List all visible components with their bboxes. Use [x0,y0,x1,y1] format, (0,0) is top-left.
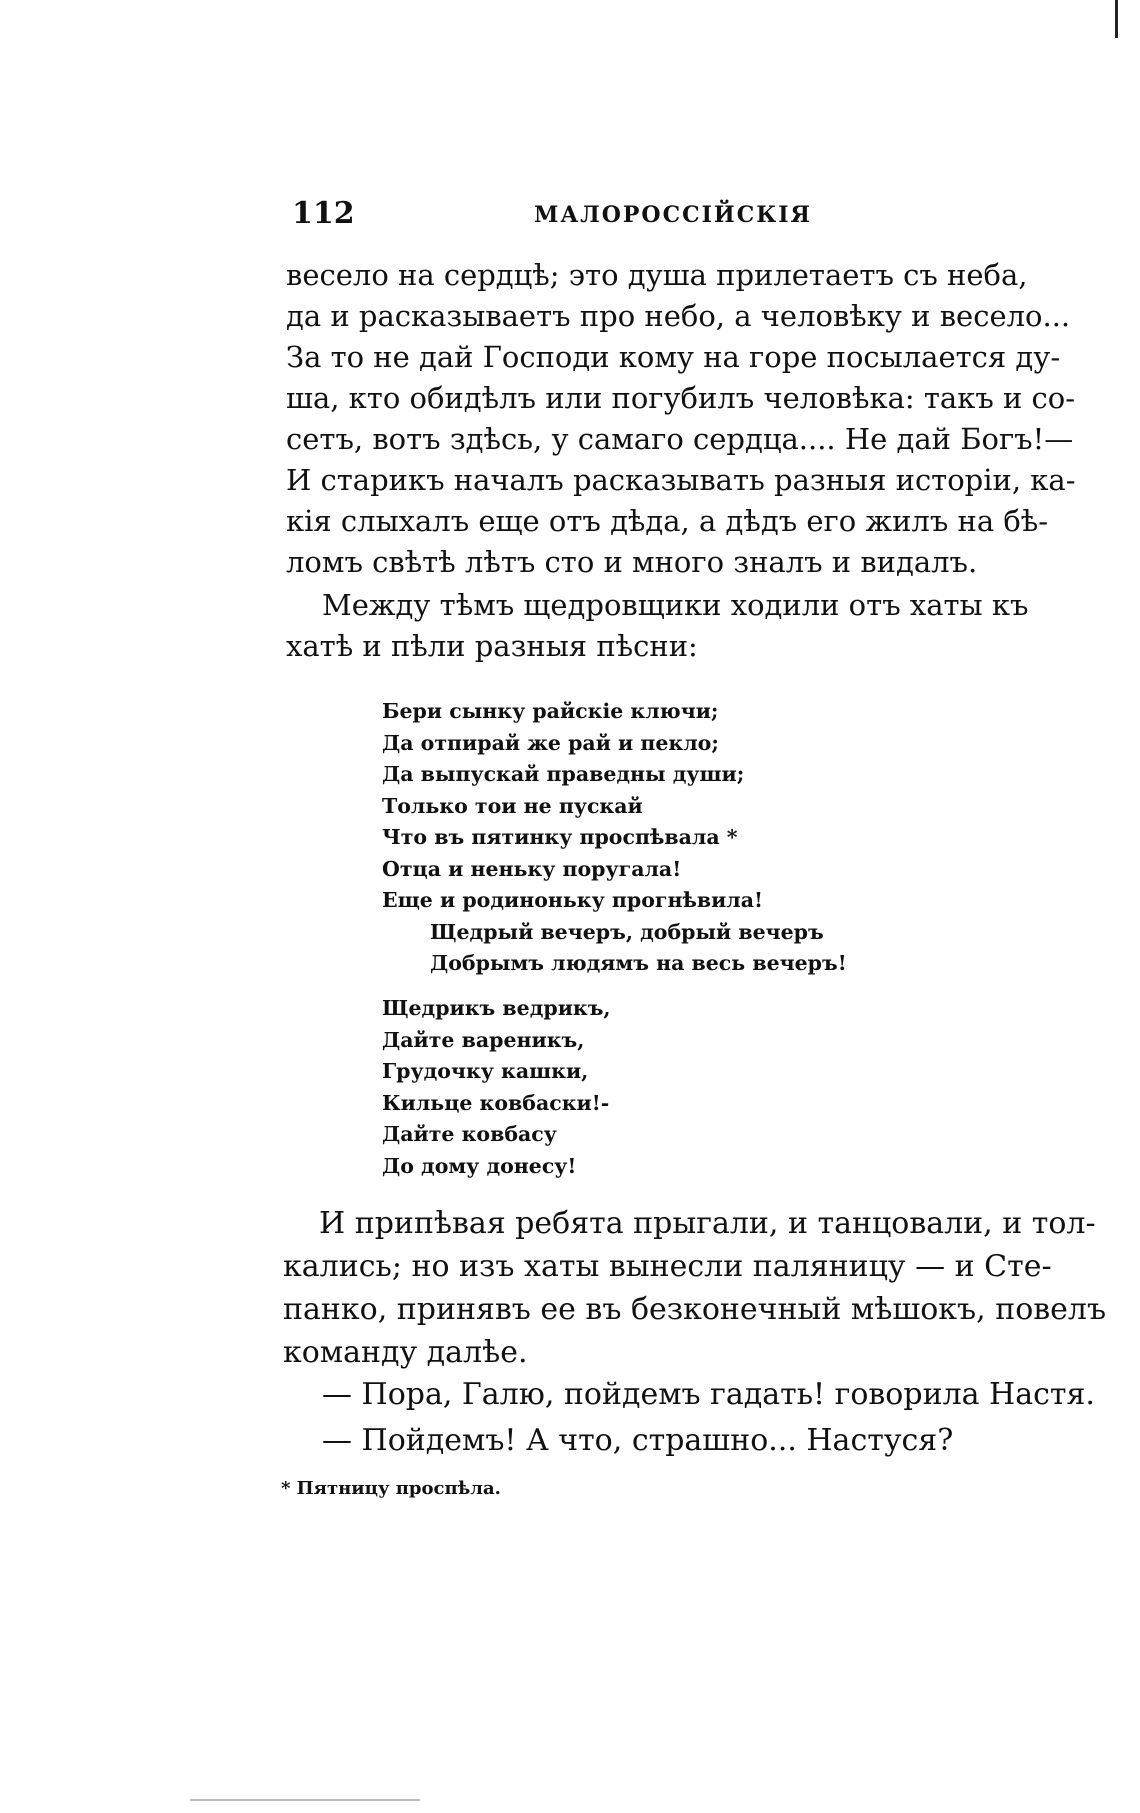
verse-line: Только тои не пускай [382,793,643,818]
text-line: кались; но изъ хаты вынесли паляницу — и Сте- [283,1249,1052,1284]
paragraph-3 [283,1202,1107,1374]
dialogue-line-2 [286,1420,1026,1461]
verse-line: Что въ пятинку проспѣвала * [382,825,738,849]
verse-line: Еще и родиноньку прогнѣвила! [382,888,764,912]
verse-line: До дому донесу! [382,1153,577,1178]
scan-edge-mark [1115,0,1118,38]
page-number: 112 [292,196,355,231]
verse-line: Кильце ковбаски!- [382,1090,610,1115]
running-head: МАЛОРОССIЙСКIЯ [534,202,812,228]
paragraph-1 [286,255,1076,583]
text-line: сетъ, вотъ здѣсь, у самаго сердца.... Не дай Богъ!— [286,422,1074,456]
text-line: Между тѣмъ щедровщики ходили отъ хаты къ [322,588,1029,622]
text-line: ша, кто обидѣлъ или погубилъ человѣка: такъ и со- [286,381,1076,415]
text-line: — Пойдемъ! А что, страшно... Настуся? [322,1423,954,1458]
dialogue-line-1 [286,1374,1095,1415]
song-verse-2 [382,993,611,1182]
page-header [292,196,1012,236]
text-line: кiя слыхалъ еще отъ дѣда, а дѣдъ его жилъ на бѣ- [286,504,1049,538]
footnote: * Пятницу проспѣла. [281,1478,501,1499]
song-verse-1 [382,696,847,980]
text-line: хатѣ и пѣли разныя пѣсни: [286,629,698,663]
verse-line: Щедрикъ ведрикъ, [382,996,611,1020]
verse-line: Дайте ковбасу [382,1122,557,1146]
verse-line: Да отпирай же рай и пекло; [382,730,719,755]
verse-line: Грудочку кашки, [382,1059,589,1083]
verse-line: Отца и неньку поругала! [382,856,682,881]
scan-bottom-mark [190,1799,420,1801]
verse-line: Да выпускай праведны души; [382,762,745,786]
verse-line: Дайте вареникъ, [382,1027,585,1052]
text-line: — Пора, Галю, пойдемъ гадать! говорила Настя. [322,1377,1095,1412]
text-line: За то не дай Господи кому на горе посылается ду- [286,340,1061,374]
text-line: команду далѣе. [283,1335,528,1370]
text-line: да и расказываетъ про небо, а человѣку и весело... [286,299,1071,333]
text-line: И старикъ началъ расказывать разныя исторiи, ка- [286,463,1076,497]
paragraph-2 [286,585,1029,667]
refrain-line: Добрымъ людямъ на весь вечеръ! [430,951,847,975]
refrain-line: Щедрый вечеръ, добрый вечеръ [430,919,824,944]
text-line: ломъ свѣтѣ лѣтъ сто и много зналъ и видалъ. [286,545,978,579]
text-line: И припѣвая ребята прыгали, и танцовали, и тол- [319,1206,1096,1241]
text-line: панко, принявъ ее въ безконечный мѣшокъ, повелъ [283,1292,1107,1327]
verse-line: Бери сынку райскiе ключи; [382,699,719,723]
text-line: весело на сердцѣ; это душа прилетаетъ съ неба, [286,258,1028,292]
